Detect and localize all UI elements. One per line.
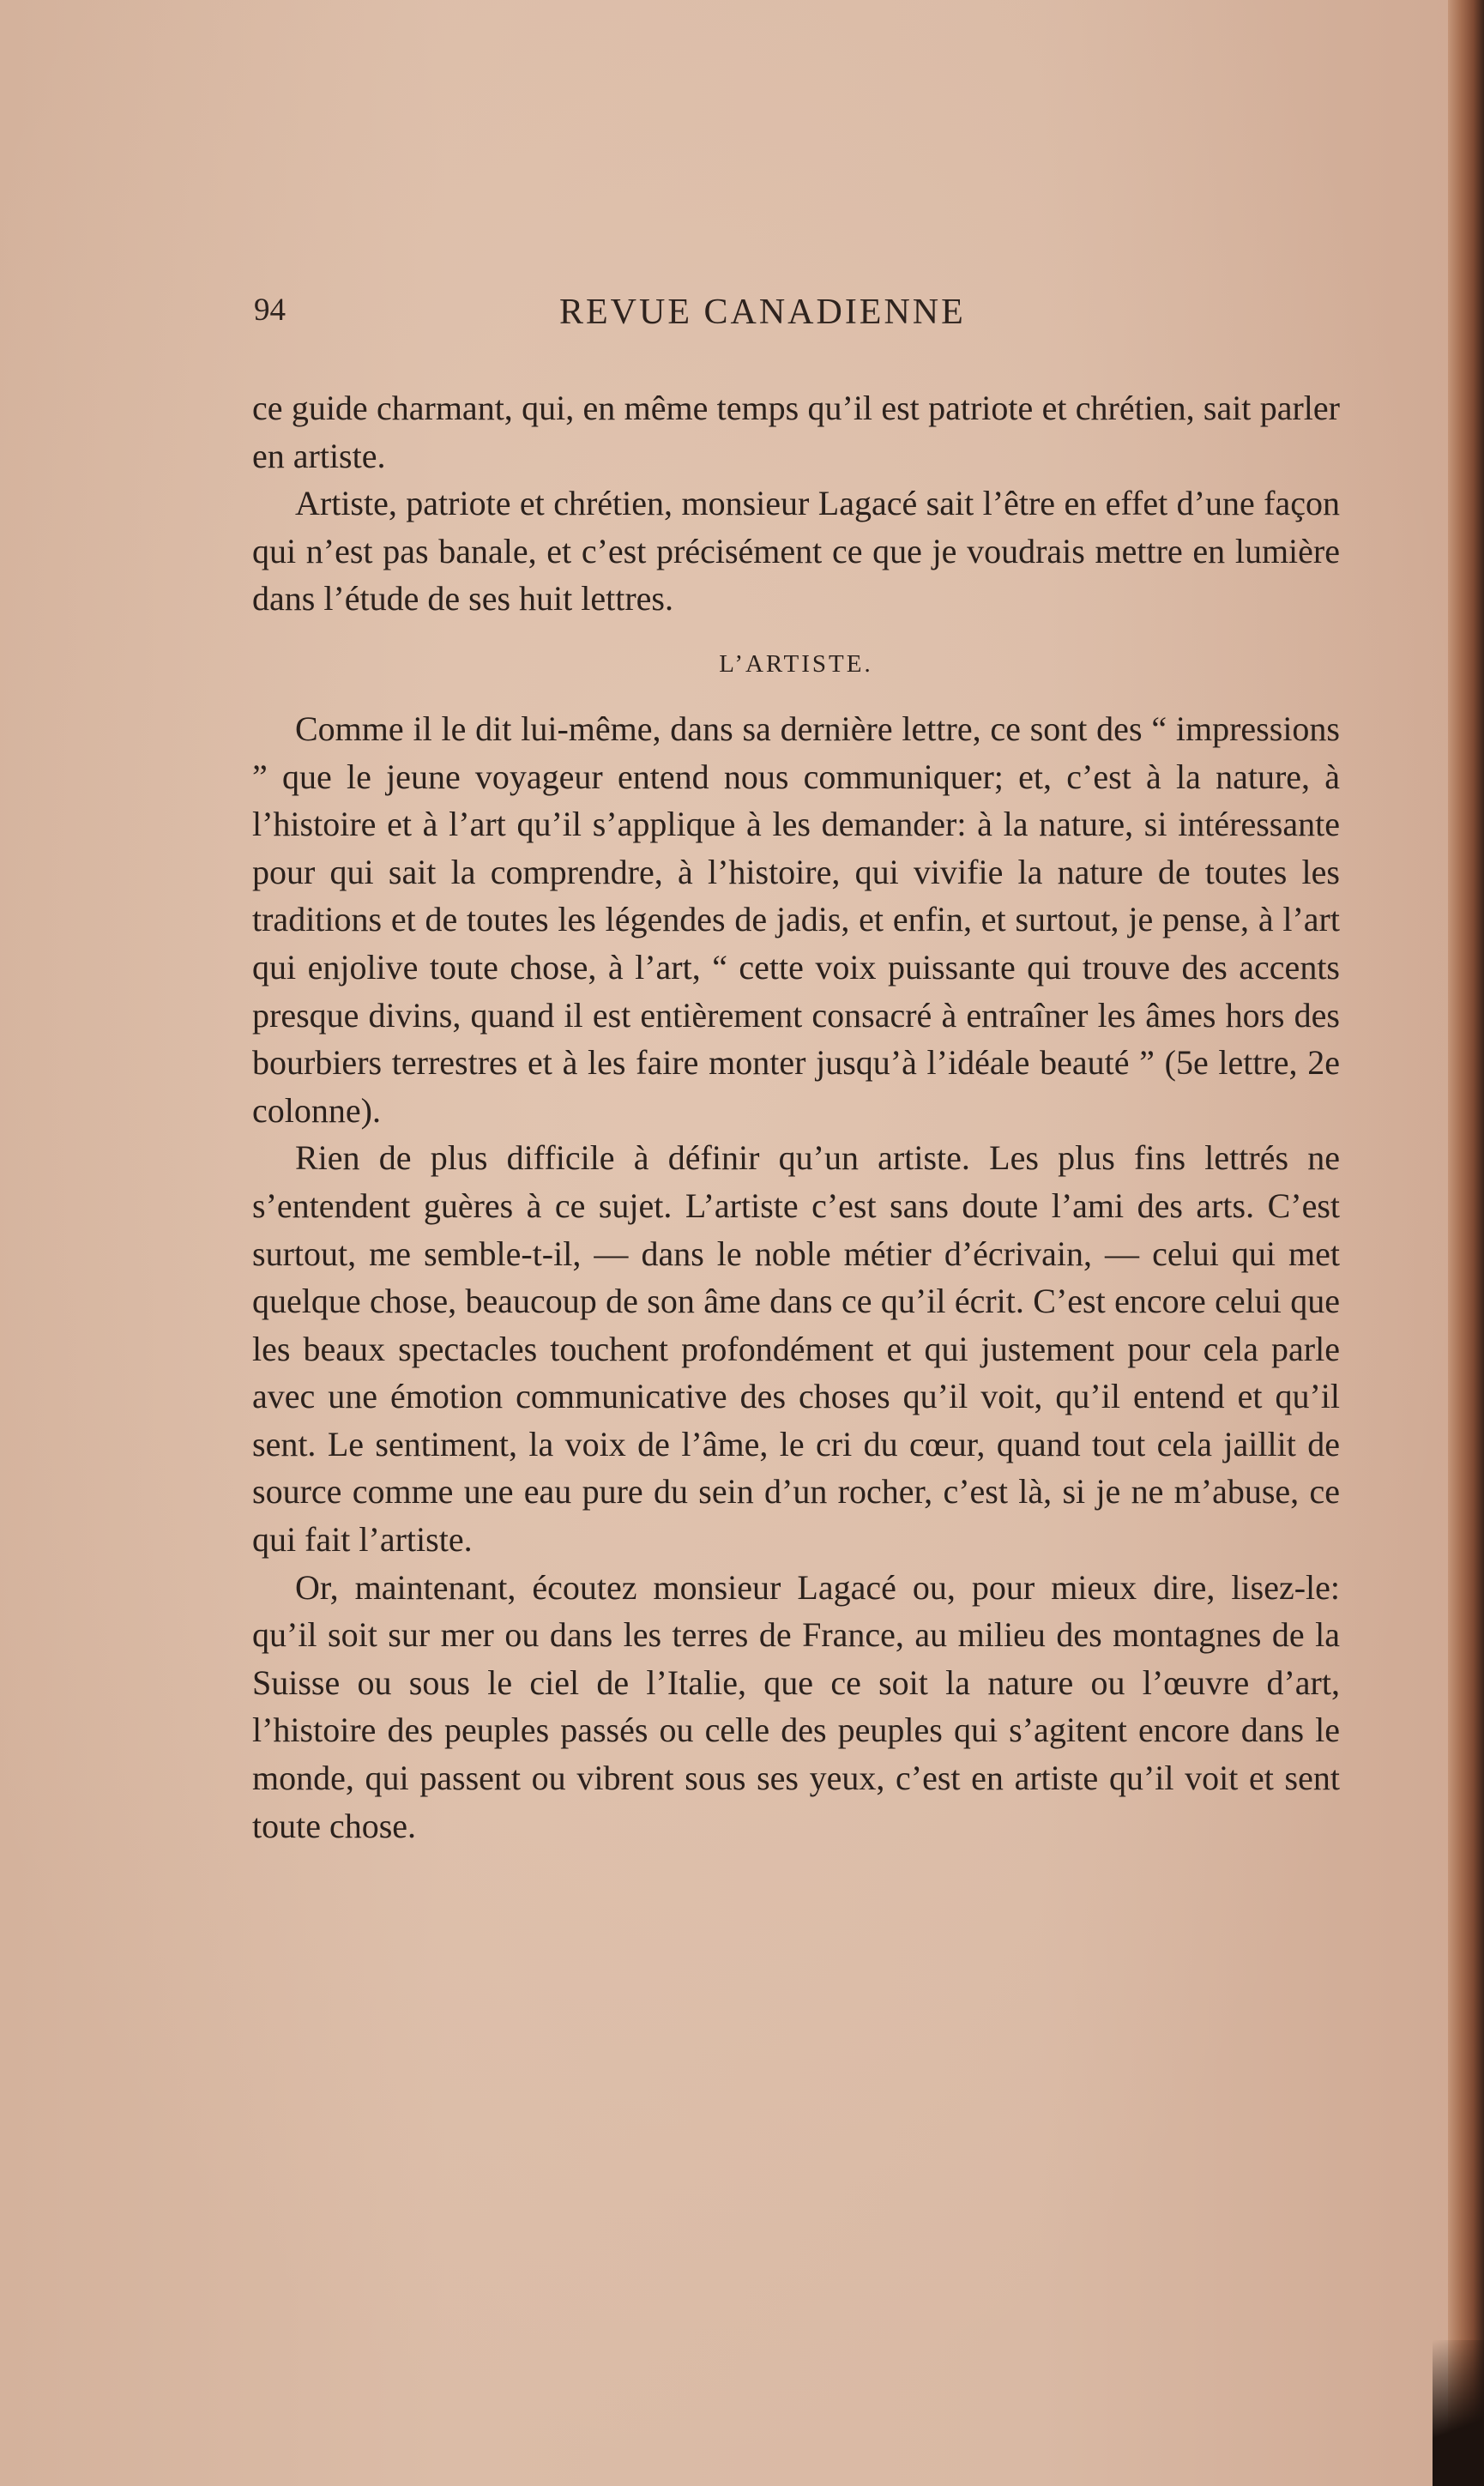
page-corner-shadow	[1433, 2340, 1484, 2486]
running-head	[254, 292, 1336, 343]
page-number: 94	[254, 293, 286, 328]
paragraph: Comme il le dit lui-même, dans sa dernière lettre, ce sont des “ impressions ” que le jeune voyageur entend nous communiquer; et, c’est à la nature, à l’histoire et à l’art qu’il s’applique à les demander: à la nature, si intéressante pour qui sait la comprendre, à l’histoire, qui vivifie la nature de toutes les traditions et de toutes les légendes de jadis, et enfin, et surtout, je pense, à l’art qui enjolive toute chose, à l’art, “ cette voix puissante qui trouve des accents presque divins, quand il est entièrement consacré à entraîner les âmes hors des bourbiers terrestres et à les faire monter jusqu’à l’idéale beauté ” (5e lettre, 2e colonne).	[252, 709, 1340, 1130]
journal-title: REVUE CANADIENNE	[559, 293, 966, 332]
paragraph-continuation: ce guide charmant, qui, en même temps qu’il est patriote et chrétien, sait parler en artiste.	[252, 389, 1340, 475]
body-text	[252, 384, 1340, 1849]
paragraph: Or, maintenant, écoutez monsieur Lagacé ou, pour mieux dire, lisez-le: qu’il soit sur mer ou dans les terres de France, au milieu des montagnes de la Suisse ou sous le ciel de l’Italie, que ce soit la nature ou l’œuvre d’art, l’histoire des peuples passés ou celle des peuples qui s’agitent encore dans le monde, qui passent ou vibrent sous ses yeux, c’est en artiste qu’il voit et sent toute chose.	[252, 1567, 1340, 1845]
section-heading: L’ARTISTE.	[719, 649, 873, 678]
paragraph: Rien de plus difficile à définir qu’un artiste. Les plus fins lettrés ne s’entendent guères à ce sujet. L’artiste c’est sans doute l’ami des arts. C’est surtout, me semble-t-il, — dans le noble métier d’écrivain, — celui qui met quelque chose, beaucoup de son âme dans ce qu’il écrit. C’est encore celui que les beaux spectacles touchent profondément et qui justement pour cela parle avec une émotion communicative des choses qu’il voit, qu’il entend et qu’il sent. Le sentiment, la voix de l’âme, le cri du cœur, quand tout cela jaillit de source comme une eau pure du sein d’un rocher, c’est là, si je ne m’abuse, ce qui fait l’artiste.	[252, 1138, 1340, 1560]
book-spine-edge	[1448, 0, 1484, 2486]
paragraph: Artiste, patriote et chrétien, monsieur Lagacé sait l’être en effet d’une façon qui n’est pas banale, et c’est précisément ce que je voudrais mettre en lumière dans l’étude de ses huit lettres.	[252, 484, 1340, 618]
